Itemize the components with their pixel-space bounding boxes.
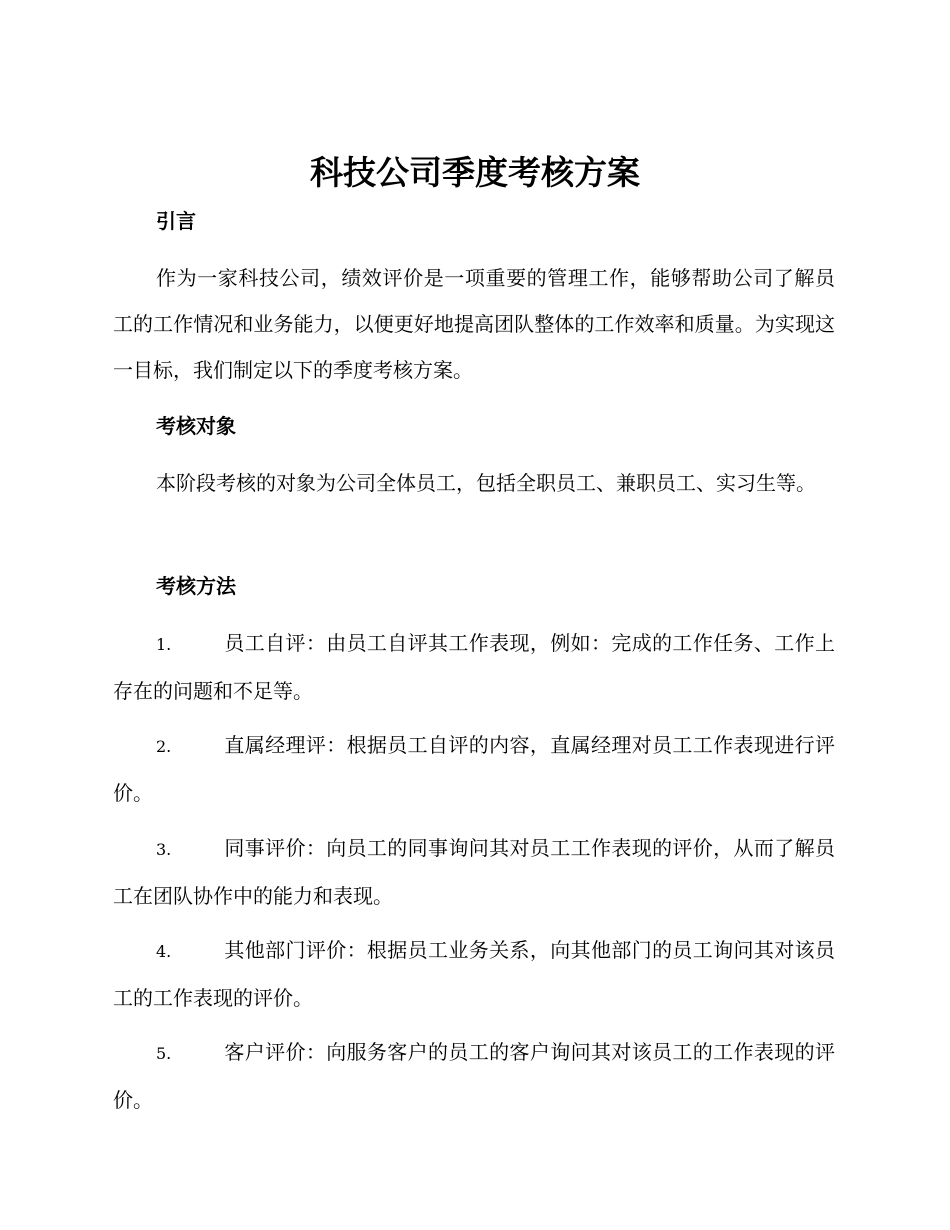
list-item-number: 5.: [156, 1044, 172, 1063]
list-item-number: 3.: [156, 840, 172, 859]
list-item-number: 2.: [156, 737, 172, 756]
section-heading-method: 考核方法: [156, 574, 236, 598]
list-item-text: 其他部门评价：根据员工业务关系，向其他部门的员工询问其对该员工的工作表现的评价。: [113, 938, 835, 1010]
list-item: [113, 620, 835, 714]
list-item: [113, 1029, 835, 1123]
list-item-number: 4.: [156, 942, 172, 961]
document-title: 科技公司季度考核方案: [310, 153, 640, 192]
section-body-intro: 作为一家科技公司，绩效评价是一项重要的管理工作，能够帮助公司了解员工的工作情况和业务能力，以便更好地提高团队整体的工作效率和质量。为实现这一目标，我们制定以下的季度考核方案。: [113, 266, 835, 382]
list-item-text: 直属经理评：根据员工自评的内容，直属经理对员工工作表现进行评价。: [113, 733, 835, 805]
section-body-target: 本阶段考核的对象为公司全体员工，包括全职员工、兼职员工、实习生等。: [156, 471, 816, 495]
section-heading-target: 考核对象: [156, 414, 236, 438]
list-item: [113, 825, 835, 919]
section-heading-intro: 引言: [156, 209, 196, 233]
list-item-number: 1.: [156, 635, 172, 654]
list-item: [113, 927, 835, 1021]
list-item: [113, 722, 835, 816]
list-item-text: 同事评价：向员工的同事询问其对员工工作表现的评价，从而了解员工在团队协作中的能力和表现。: [113, 836, 835, 908]
list-item-text: 员工自评：由员工自评其工作表现，例如：完成的工作任务、工作上存在的问题和不足等。: [113, 631, 835, 703]
list-item-text: 客户评价：向服务客户的员工的客户询问其对该员工的工作表现的评价。: [113, 1040, 835, 1112]
